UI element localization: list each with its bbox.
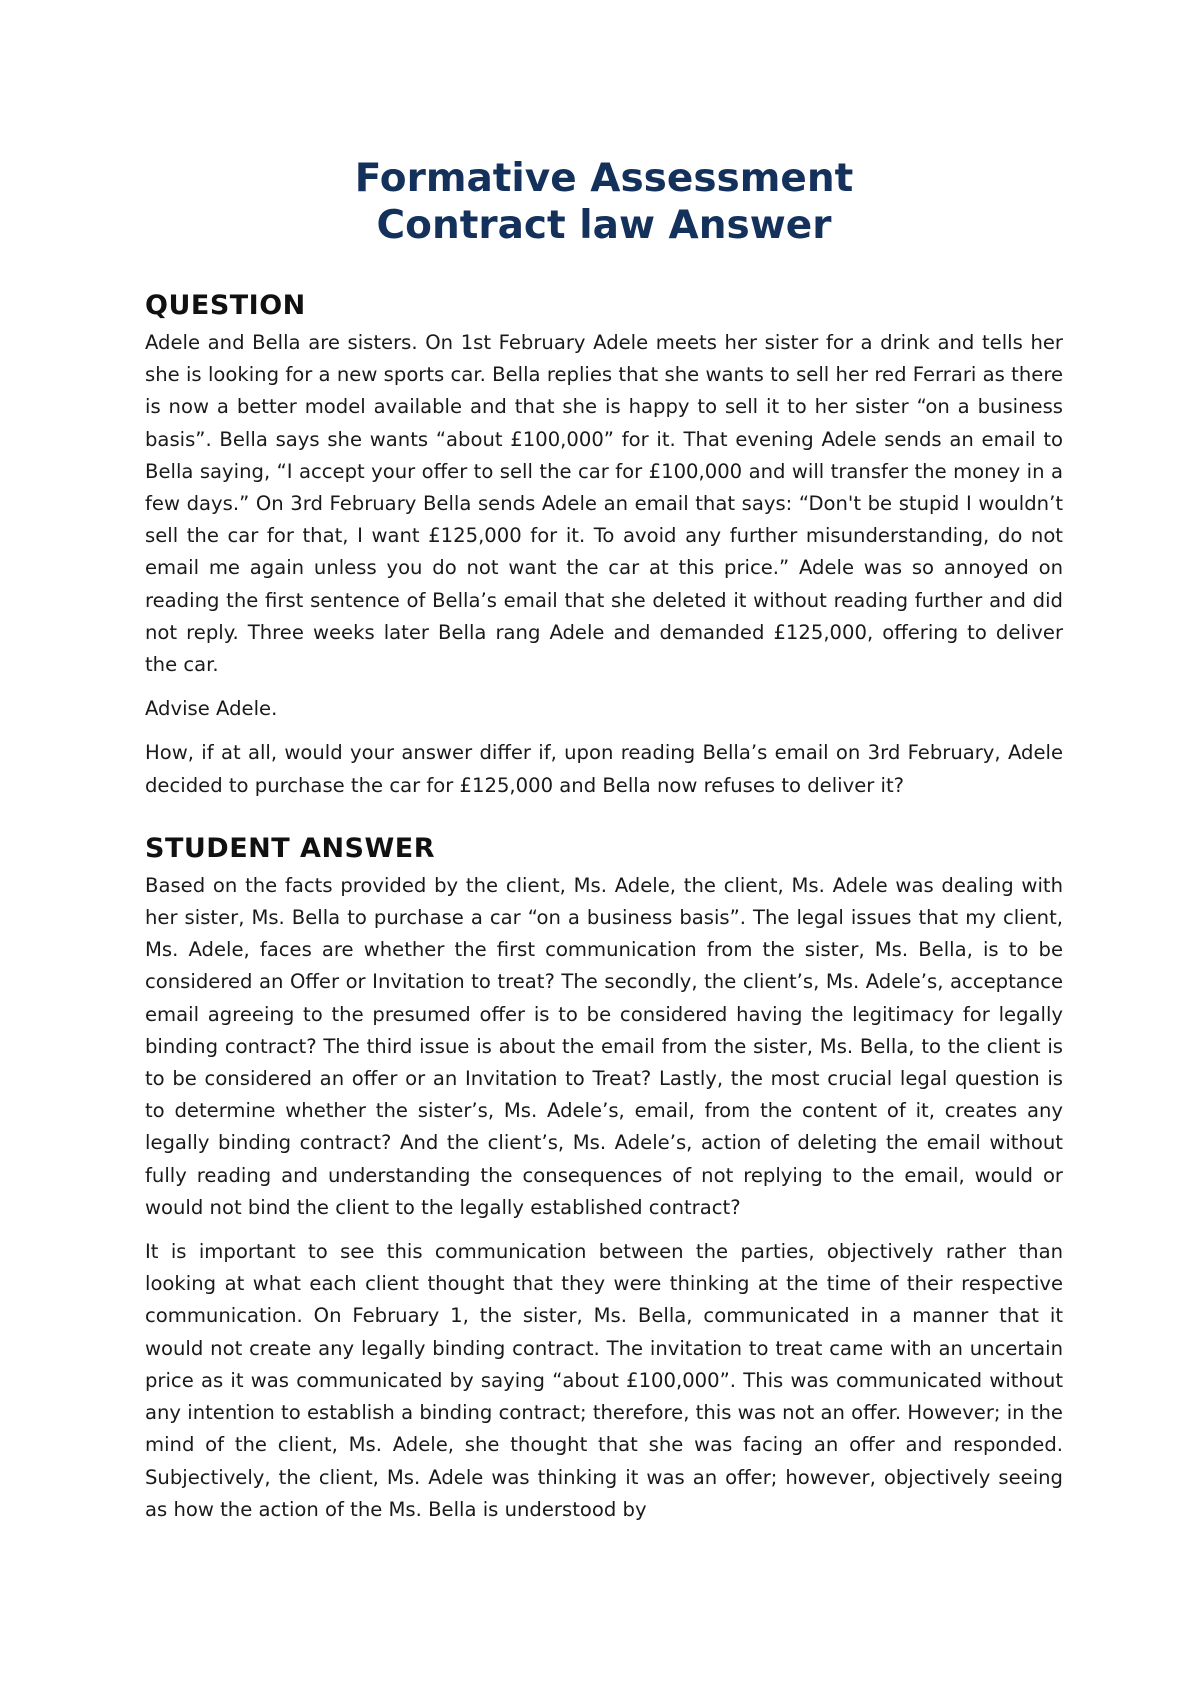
document-title xyxy=(145,155,1063,249)
question-paragraph: Adele and Bella are sisters. On 1st February Adele meets her sister for a drink and tells her she is looking for a new sports car. Bella replies that she wants to sell her red Ferrari as there is now a better model available and that she is happy to sell it to her sister “on a business basis”. Bella says she wants “about £100,000” for it. That evening Adele sends an email to Bella saying, “I accept your offer to sell the car for £100,000 and will transfer the money in a few days.” On 3rd February Bella sends Adele an email that says: “Don't be stupid I wouldn’t sell the car for that, I want £125,000 for it. To avoid any further misunderstanding, do not email me again unless you do not want the car at this price.” Adele was so annoyed on reading the first sentence of Bella’s email that she deleted it without reading further and did not reply. Three weeks later Bella rang Adele and demanded £125,000, offering to deliver the car. xyxy=(145,331,1063,677)
question-paragraph: How, if at all, would your answer differ if, upon reading Bella’s email on 3rd February, Adele decided to purchase the car for £125,000 and Bella now refuses to deliver it? xyxy=(145,741,1063,797)
answer-paragraph: It is important to see this communication between the parties, objectively rather than looking at what each client thought that they were thinking at the time of their respective communication. On February 1, the sister, Ms. Bella, communicated in a manner that it would not create any legally binding contract. The invitation to treat came with an uncertain price as it was communicated by saying “about £100,000”. This was communicated without any intention to establish a binding contract; therefore, this was not an offer. However; in the mind of the client, Ms. Adele, she thought that she was facing an offer and responded. Subjectively, the client, Ms. Adele was thinking it was an offer; however, objectively seeing as how the action of the Ms. Bella is understood by xyxy=(145,1240,1063,1521)
student-answer-heading: STUDENT ANSWER xyxy=(145,832,436,864)
title-line-1: Formative Assessment xyxy=(354,156,854,201)
answer-paragraph: Based on the facts provided by the client, Ms. Adele, the client, Ms. Adele was dealing with her sister, Ms. Bella to purchase a car “on a business basis”. The legal issues that my client, Ms. Adele, faces are whether the first communication from the sister, Ms. Bella, is to be considered an Offer or Invitation to treat? The secondly, the client’s, Ms. Adele’s, acceptance email agreeing to the presumed offer is to be considered having the legitimacy for legally binding contract? The third issue is about the email from the sister, Ms. Bella, to the client is to be considered an offer or an Invitation to Treat? Lastly, the most crucial legal question is to determine whether the sister’s, Ms. Adele’s, email, from the content of it, creates any legally binding contract? And the client’s, Ms. Adele’s, action of deleting the email without fully reading and understanding the consequences of not replying to the email, would or would not bind the client to the legally established contract? xyxy=(145,873,1063,1219)
question-heading: QUESTION xyxy=(145,290,306,321)
question-paragraph: Advise Adele. xyxy=(145,697,278,721)
title-line-2: Contract law Answer xyxy=(376,203,832,248)
